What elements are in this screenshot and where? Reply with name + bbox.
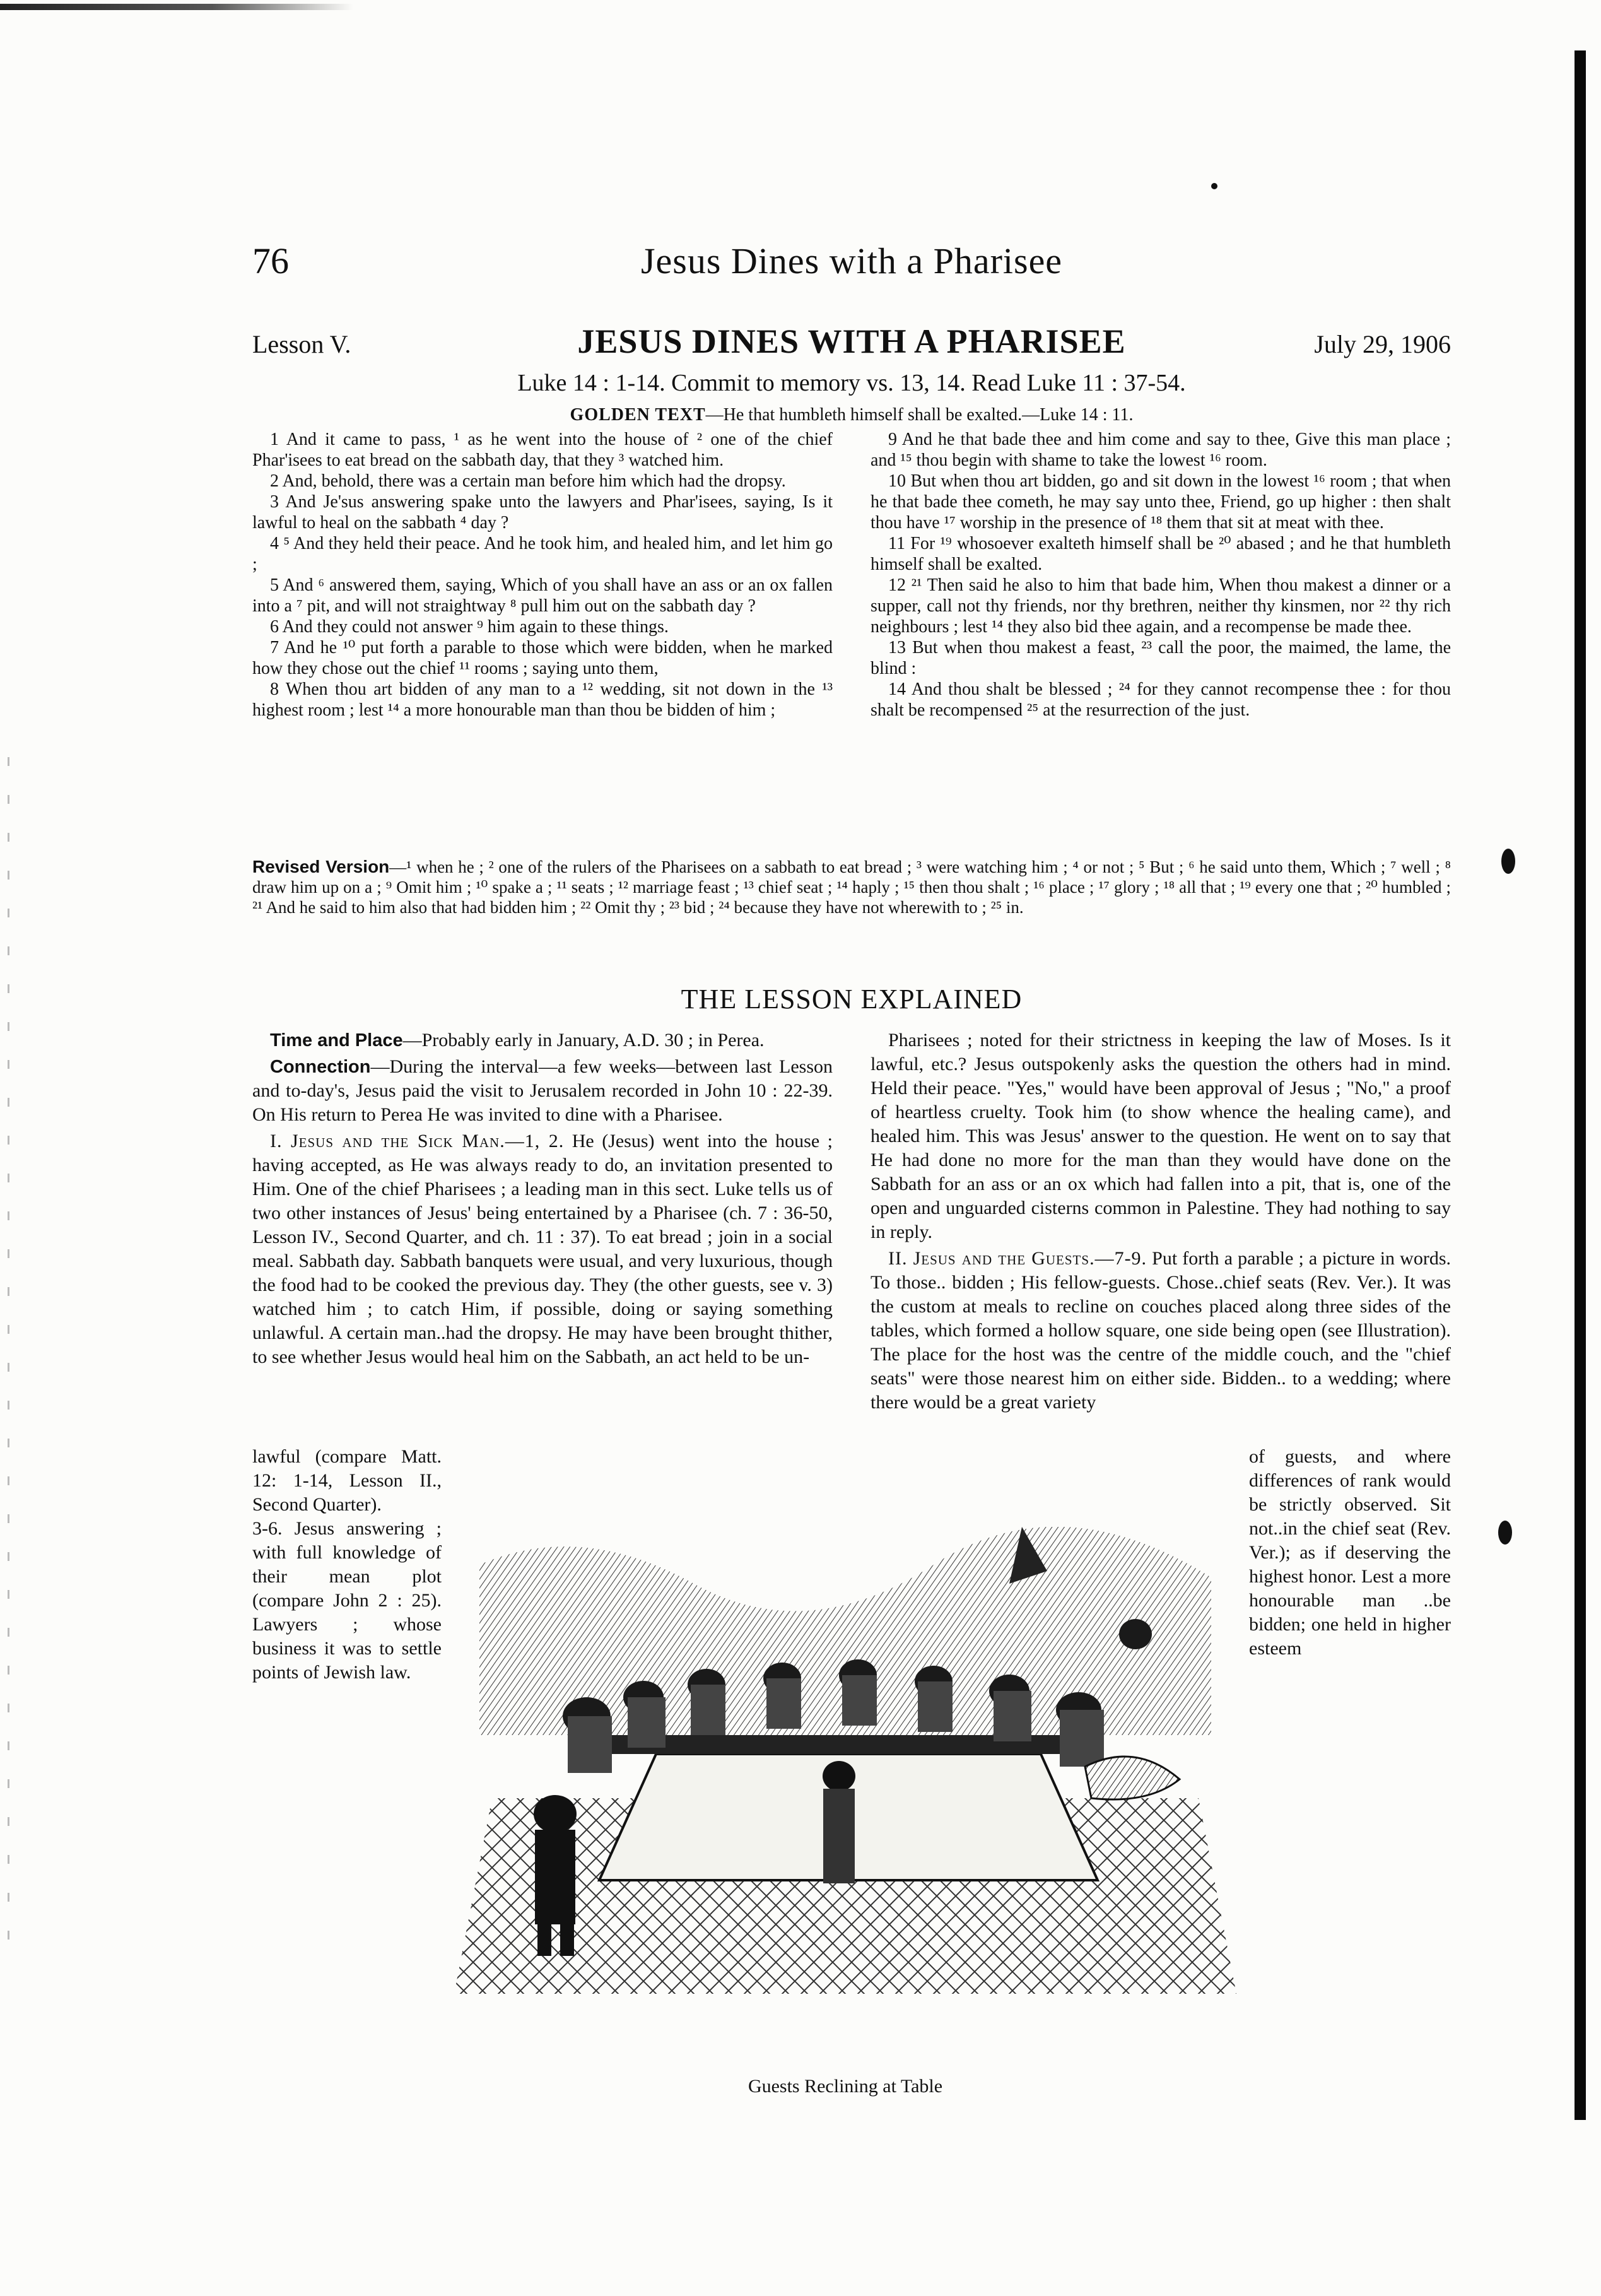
scripture-left-column [252, 429, 833, 721]
guests-reclining-engraving [454, 1527, 1236, 1994]
section-one-text: He (Jesus) went into the house ; having accepted, as He was always ready to do, an invitation presented to Him. One of the chief Pharisees ; a leading man in this sect. Luke tells us of two other instances of Jesus' being entertained by a Pharisee (ch. 7 : 36-50, Lesson IV., Second Quarter, and ch. 11 : 37). To eat bread ; join in a social meal. Sabbath day. Sabbath banquets were usual, and very luxurious, though the food had to be cooked the previous day. They (the other guests, see v. 3) watched him ; to catch Him, if possible, doing or saying something unlawful. A certain man..had the dropsy. He may have been brought thither, to see whether Jesus would heal him on the Sabbath, an act held to be un- [252, 1131, 833, 1367]
scan-artifact-top [0, 4, 353, 10]
golden-text-body: —He that humbleth himself shall be exalted.—Luke 14 : 11. [705, 405, 1134, 425]
illustration-engraving [454, 1527, 1236, 1994]
verse: 11 For ¹⁹ whosoever exalteth himself shall be ²⁰ abased ; and he that humbleth himself shall be exalted. [871, 534, 1451, 574]
explained-right-column [871, 1028, 1451, 1417]
section-two [871, 1247, 1451, 1415]
connection [252, 1055, 833, 1127]
verse: 6 And they could not answer ⁹ him again to these things. [270, 617, 669, 637]
revised-version-notes [252, 857, 1451, 917]
wrap-text-right [1249, 1445, 1451, 1661]
scripture-right-column [871, 429, 1451, 721]
explained-left-column [252, 1028, 833, 1372]
section-one-heading: I. Jesus and the Sick Man.—1, 2. [270, 1131, 565, 1151]
verse: 5 And ⁶ answered them, saying, Which of you shall have an ass or an ox fallen into a ⁷ pit, and will not straightway ⁸ pull him out on the sabbath day ? [252, 575, 833, 616]
section-two-text: Put forth a parable ; a picture in words. To those.. bidden ; His fellow-guests. Chose..chief seats (Rev. Ver.). It was the custom at meals to recline on couches placed along three sides of the tables, which formed a hollow square, one side being open (see Illustration). The place for the host was the centre of the middle couch, and the "chief seats" were those nearest him on either side. Bidden.. to a wedding; where there would be a great variety [871, 1248, 1451, 1413]
golden-text [252, 405, 1451, 425]
verse: 3 And Je'sus answering spake unto the lawyers and Phar'isees, saying, Is it lawful to heal on the sabbath ⁴ day ? [252, 492, 833, 533]
connection-text: —During the interval—a few weeks—between last Lesson and to-day's, Jesus paid the visit to Jerusalem recorded in John 10 : 22-39. On His return to Perea He was invited to dine with a Pharisee. [252, 1056, 833, 1125]
golden-text-label: GOLDEN TEXT [570, 405, 706, 425]
verse: 7 And he ¹⁰ put forth a parable to those which were bidden, when he marked how they chose out the chief ¹¹ rooms ; saying unto them, [252, 638, 833, 678]
scan-speck [1501, 849, 1515, 874]
wrap-paragraph: lawful (compare Matt. 12: 1-14, Lesson II., Second Quarter). [252, 1446, 442, 1515]
verse: 13 But when thou makest a feast, ²³ call the poor, the maimed, the lame, the blind : [871, 638, 1451, 678]
lesson-title: JESUS DINES WITH A PHARISEE [577, 322, 1126, 360]
wrap-paragraph: 3-6. Jesus answering ; with full knowledge of their mean plot (compare John 2 : 25). Lawyers ; whose business it was to settle points of Jewish law. [252, 1518, 442, 1683]
verse: 2 And, behold, there was a certain man before him which had the dropsy. [270, 471, 786, 491]
page-number: 76 [252, 240, 289, 281]
connection-label: Connection [270, 1057, 371, 1077]
section-two-heading: II. Jesus and the Guests.—7-9. [888, 1248, 1147, 1269]
illustration-caption: Guests Reclining at Table [748, 2076, 943, 2097]
verse: 10 But when thou art bidden, go and sit down in the lowest ¹⁶ room ; that when he that bade thee cometh, he may say unto thee, Friend, go up higher : then shalt thou have ¹⁷ worship in the presence of ¹⁸ them that sit at meat with thee. [871, 471, 1451, 533]
time-and-place [252, 1028, 833, 1052]
lesson-reference: Luke 14 : 1-14. Commit to memory vs. 13, 14. Read Luke 11 : 37-54. [517, 370, 1186, 396]
verse: 9 And he that bade thee and him come and say to thee, Give this man place ; and ¹⁵ thou begin with shame to take the lowest ¹⁶ room. [871, 430, 1451, 470]
lesson-date: July 29, 1906 [1314, 330, 1451, 358]
lesson-header [252, 322, 1451, 366]
lesson-number: Lesson V. [252, 330, 351, 358]
scan-gutter [8, 757, 9, 1956]
verse: 4 ⁵ And they held their peace. And he took him, and healed him, and let him go ; [252, 534, 833, 574]
verse: 8 When thou art bidden of any man to a ¹² wedding, sit not down in the ¹³ highest room ; lest ¹⁴ a more honourable man than thou be bidden of him ; [252, 680, 833, 720]
scan-speck [1498, 1521, 1512, 1545]
section-title: THE LESSON EXPLAINED [681, 984, 1023, 1015]
wrap-text-left [252, 1445, 442, 1685]
scan-speck [1211, 183, 1217, 189]
revised-version-text: —¹ when he ; ² one of the rulers of the Pharisees on a sabbath to eat bread ; ³ were watching him ; ⁴ or not ; ⁵ But ; ⁶ he said unto them, Which ; ⁷ well ; ⁸ draw him up on a ; ⁹ Omit him ; ¹⁰ spake a ; ¹¹ seats ; ¹² marriage feast ; ¹³ chief seat ; ¹⁴ haply ; ¹⁵ then thou shalt ; ¹⁶ place ; ¹⁷ glory ; ¹⁸ all that ; ¹⁹ every one that ; ²⁰ humbled ; ²¹ And he said to him also that had bidden him ; ²² Omit thy ; ²³ bid ; ²⁴ because they have not wherewith to ; ²⁵ in. [252, 857, 1451, 917]
revised-version-label: Revised Version [252, 857, 390, 876]
scan-edge-bar [1575, 50, 1586, 2120]
verse: 12 ²¹ Then said he also to him that bade him, When thou makest a dinner or a supper, call not thy friends, nor thy brethren, neither thy kinsmen, nor ²² thy rich neighbours ; lest ¹⁴ they also bid thee again, and a recompense be made thee. [871, 575, 1451, 637]
running-title: Jesus Dines with a Pharisee [640, 240, 1063, 281]
time-text: —Probably early in January, A.D. 30 ; in Perea. [402, 1030, 765, 1051]
wrap-paragraph: of guests, and where differences of rank would be strictly observed. Sit not..in the chief seat (Rev. Ver.); as if deserving the highest honor. Lest a more honourable man ..be bidden; one held in higher esteem [1249, 1446, 1451, 1659]
verse: 1 And it came to pass, ¹ as he went into the house of ² one of the chief Phar'isees to eat bread on the sabbath day, that they ³ watched him. [252, 430, 833, 470]
time-label: Time and Place [270, 1030, 403, 1051]
commentary-paragraph: Pharisees ; noted for their strictness in keeping the law of Moses. Is it lawful, etc.? Jesus outspokenly asks the question the others had in mind. Held their peace. "Yes," would have been approval of Jesus ; "No," a proof of heartless cruelty. Took him (to show whence the healing came), and healed him. This was Jesus' answer to the question. He went on to say that He had done no more for the man than they would have done on the Sabbath for an ass or an ox which had fallen into a pit, that is, one of the open and unguarded cisterns common in Palestine. They had nothing to say in reply. [871, 1030, 1451, 1242]
running-header [252, 240, 1451, 297]
verse: 14 And thou shalt be blessed ; ²⁴ for they cannot recompense thee : for thou shalt be recompensed ²⁵ at the resurrection of the just. [871, 680, 1451, 720]
section-one [252, 1129, 833, 1369]
